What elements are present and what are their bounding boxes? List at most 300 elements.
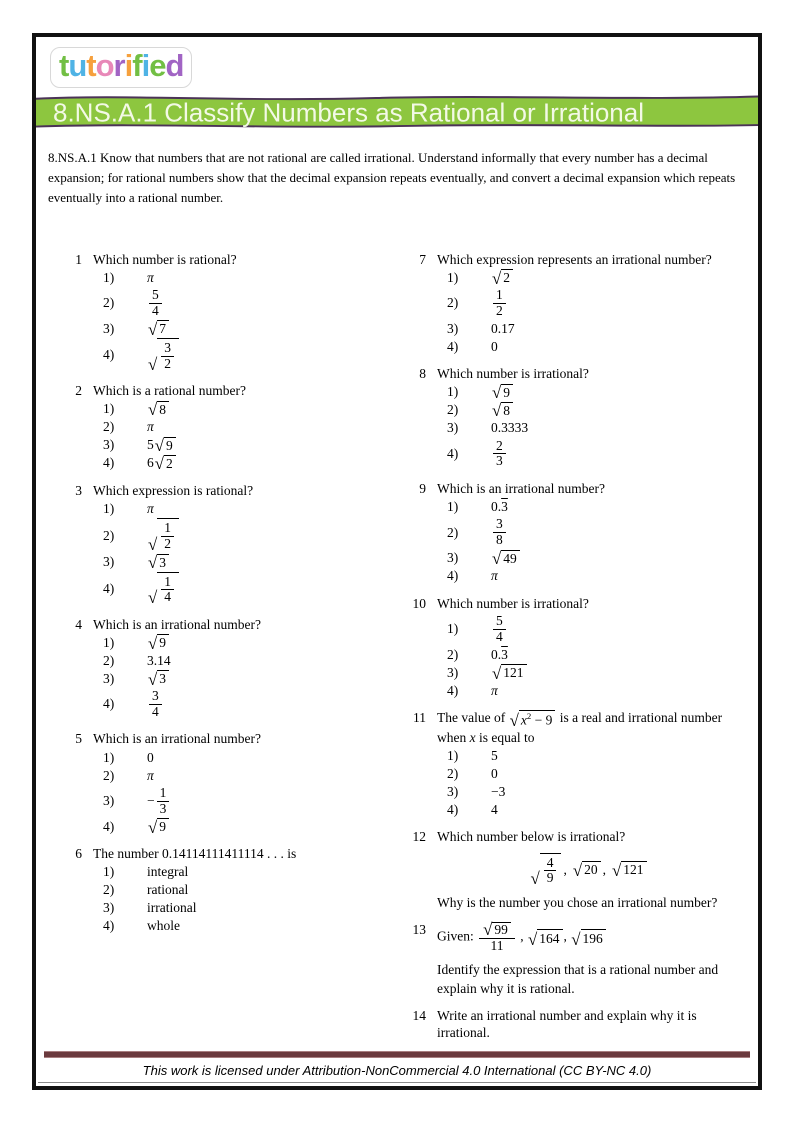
question-number: 14 bbox=[412, 1007, 426, 1023]
question-options bbox=[103, 401, 404, 472]
question-head bbox=[60, 382, 404, 400]
option-row bbox=[447, 646, 750, 663]
option-label: 3) bbox=[103, 437, 115, 453]
radical-icon: √ bbox=[148, 553, 158, 573]
radical-icon: √ bbox=[572, 860, 583, 880]
option-label: 2) bbox=[103, 767, 115, 783]
math-italic: π bbox=[147, 767, 154, 783]
question-options bbox=[103, 749, 404, 835]
question-head bbox=[404, 709, 750, 746]
option-content bbox=[491, 287, 508, 319]
option-content: 0.17 bbox=[491, 320, 515, 336]
question-number: 6 bbox=[75, 846, 82, 862]
radical-icon: √ bbox=[528, 929, 538, 949]
option-label: 2) bbox=[447, 524, 459, 540]
option-row bbox=[447, 682, 750, 699]
tutorified-logo bbox=[50, 47, 192, 88]
option-label: 3) bbox=[103, 554, 115, 570]
option-content bbox=[147, 419, 154, 435]
question-text: Which number below is irrational? bbox=[437, 829, 626, 845]
fraction bbox=[149, 689, 162, 719]
option-row bbox=[447, 420, 750, 437]
question-text: Which expression represents an irrational number? bbox=[437, 251, 712, 267]
radicand: 9 bbox=[501, 384, 513, 401]
question bbox=[60, 730, 404, 836]
fraction-denominator: 4 bbox=[152, 302, 159, 318]
sqrt-expression bbox=[492, 384, 513, 401]
radicand bbox=[157, 572, 179, 606]
question-options bbox=[447, 384, 750, 470]
option-row bbox=[103, 749, 404, 766]
option-row bbox=[103, 864, 404, 881]
option-content bbox=[147, 818, 170, 835]
question-head bbox=[60, 730, 404, 748]
logo-letter: f bbox=[132, 48, 142, 83]
question-number: 4 bbox=[75, 616, 82, 632]
option-label: 1) bbox=[103, 401, 115, 417]
option-content: 0 bbox=[491, 765, 498, 781]
option-label: 4) bbox=[103, 818, 115, 834]
option-label: 4) bbox=[447, 801, 459, 817]
question-number: 7 bbox=[419, 251, 426, 267]
option-content bbox=[491, 613, 508, 645]
footer bbox=[36, 1051, 758, 1086]
option-label: 2) bbox=[103, 527, 115, 543]
fraction bbox=[493, 439, 506, 469]
option-label: 1) bbox=[447, 498, 459, 514]
fraction bbox=[544, 856, 557, 886]
fraction-denominator: 8 bbox=[496, 532, 503, 548]
option-content: 5 bbox=[491, 747, 498, 763]
option-content bbox=[491, 664, 528, 681]
option-row bbox=[103, 652, 404, 669]
fraction-denominator: 4 bbox=[496, 628, 503, 644]
option-row bbox=[103, 455, 404, 472]
sqrt-expression bbox=[155, 437, 176, 454]
option-content: 4 bbox=[491, 801, 498, 817]
question-text: Which is an irrational number? bbox=[93, 616, 261, 632]
option-row bbox=[447, 402, 750, 419]
question-options bbox=[447, 498, 750, 584]
question bbox=[404, 365, 750, 471]
option-content: 0 bbox=[147, 749, 154, 765]
option-content bbox=[147, 320, 170, 337]
option-label: 2) bbox=[103, 882, 115, 898]
fraction-numerator: 1 bbox=[161, 575, 174, 591]
option-row bbox=[103, 767, 404, 784]
option-row bbox=[447, 287, 750, 319]
radicand: 196 bbox=[581, 929, 606, 948]
option-content: 0. 3 bbox=[491, 646, 508, 662]
question-text: Which expression is rational? bbox=[93, 482, 254, 498]
question bbox=[60, 251, 404, 374]
radicand: 49 bbox=[501, 550, 520, 567]
option-row bbox=[103, 688, 404, 720]
radical-icon: √ bbox=[571, 929, 581, 949]
fraction-denominator: 4 bbox=[152, 703, 159, 719]
footer-rule bbox=[38, 1082, 756, 1083]
question-head bbox=[404, 595, 750, 613]
option-content: 6 √ 2 bbox=[147, 455, 177, 472]
fraction-denominator: 11 bbox=[490, 937, 504, 953]
fraction bbox=[157, 786, 170, 816]
radicand: 2 bbox=[501, 269, 513, 286]
option-label: 1) bbox=[103, 500, 115, 516]
question bbox=[404, 709, 750, 819]
radicand: $x^2 - 9$ bbox=[519, 710, 556, 729]
option-label: 4) bbox=[103, 696, 115, 712]
option-content bbox=[491, 402, 514, 419]
question-text: Which number is irrational? bbox=[437, 595, 589, 611]
option-row bbox=[447, 801, 750, 818]
option-content bbox=[491, 516, 508, 548]
sqrt-expression bbox=[148, 818, 169, 835]
option-label: 2) bbox=[447, 646, 459, 662]
radical-icon: √ bbox=[154, 454, 165, 474]
option-label: 1) bbox=[447, 747, 459, 763]
centered-expression: √ $\frac{4}{9}$ , √ 20 , √ 121 bbox=[447, 853, 726, 887]
radicand: 2 bbox=[164, 455, 176, 472]
option-label: 2) bbox=[447, 295, 459, 311]
radical-icon: √ bbox=[509, 711, 519, 731]
option-content bbox=[147, 634, 170, 651]
fraction bbox=[161, 521, 174, 551]
fraction bbox=[149, 288, 162, 318]
question bbox=[60, 616, 404, 722]
questions-column-left bbox=[60, 251, 404, 1052]
option-label: 2) bbox=[447, 765, 459, 781]
radical-icon: √ bbox=[148, 535, 158, 555]
logo-letter: d bbox=[165, 48, 184, 83]
option-label: 2) bbox=[103, 295, 115, 311]
option-content bbox=[491, 568, 498, 584]
fraction-numerator: 3 bbox=[149, 689, 162, 705]
fraction bbox=[161, 575, 174, 605]
radicand: 9 bbox=[157, 818, 169, 835]
radicand: 9 bbox=[157, 634, 169, 651]
option-row bbox=[447, 516, 750, 548]
option-label: 3) bbox=[447, 550, 459, 566]
question-options bbox=[447, 269, 750, 355]
sqrt-expression bbox=[483, 922, 511, 938]
option-row bbox=[103, 287, 404, 319]
sqrt-expression bbox=[530, 853, 561, 887]
fraction bbox=[493, 517, 506, 547]
fraction-numerator: 3 bbox=[161, 341, 174, 357]
question-number: 8 bbox=[419, 366, 426, 382]
fraction-numerator: 5 bbox=[493, 614, 506, 630]
radicand bbox=[157, 518, 179, 552]
radicand: 164 bbox=[537, 929, 562, 948]
option-label: 1) bbox=[103, 634, 115, 650]
option-row bbox=[447, 568, 750, 585]
logo-letter: u bbox=[68, 48, 87, 83]
option-label: 1) bbox=[447, 384, 459, 400]
question-followup: Identify the expression that is a rational number and explain why it is rational. bbox=[437, 962, 719, 996]
option-label: 3) bbox=[103, 793, 115, 809]
question-number: 1 bbox=[75, 251, 82, 267]
option-row bbox=[103, 572, 404, 606]
logo-row bbox=[36, 37, 758, 90]
option-label: 4) bbox=[447, 682, 459, 698]
question-head bbox=[404, 921, 750, 954]
option-content: integral bbox=[147, 864, 189, 880]
option-row bbox=[103, 900, 404, 917]
question-text: Given: √ 99 11 , √ 164 , √ 196 bbox=[437, 921, 750, 954]
question bbox=[404, 251, 750, 357]
option-label: 2) bbox=[103, 419, 115, 435]
option-row bbox=[103, 554, 404, 571]
sqrt-expression bbox=[492, 402, 513, 419]
option-row bbox=[447, 664, 750, 681]
logo-letter: r bbox=[113, 48, 125, 83]
option-content: 0 bbox=[491, 338, 498, 354]
math-italic: x bbox=[469, 729, 476, 745]
option-row bbox=[103, 338, 404, 372]
math-italic: π bbox=[491, 568, 498, 584]
logo-letter: t bbox=[86, 48, 96, 83]
radicand bbox=[157, 338, 179, 372]
questions-column-right bbox=[404, 251, 750, 1052]
radical-icon: √ bbox=[148, 400, 158, 420]
questions-area bbox=[36, 209, 758, 1052]
question-number: 13 bbox=[412, 922, 426, 938]
fraction-denominator: 3 bbox=[496, 453, 503, 469]
radical-icon: √ bbox=[148, 669, 158, 689]
question-number: 12 bbox=[412, 829, 426, 845]
sqrt-expression bbox=[528, 929, 563, 948]
title-banner bbox=[36, 92, 758, 131]
fraction-denominator: 3 bbox=[159, 800, 167, 816]
option-content: − $\frac{1}{3}$ bbox=[147, 785, 171, 817]
license-text: This work is licensed under Attribution-NonCommercial 4.0 International (CC BY-NC 4.0) bbox=[142, 1063, 652, 1078]
radical-icon: √ bbox=[154, 436, 165, 456]
option-row bbox=[103, 918, 404, 935]
option-label: 3) bbox=[103, 900, 115, 916]
option-label: 3) bbox=[447, 664, 459, 680]
option-row bbox=[103, 882, 404, 899]
question-head bbox=[404, 828, 750, 846]
radical-icon: √ bbox=[530, 869, 540, 889]
question bbox=[404, 480, 750, 586]
option-label: 3) bbox=[447, 320, 459, 336]
question-number: 11 bbox=[413, 710, 426, 726]
option-row bbox=[447, 498, 750, 515]
question-head bbox=[60, 845, 404, 863]
fraction-denominator: 2 bbox=[164, 536, 172, 552]
option-row bbox=[447, 338, 750, 355]
question-head bbox=[404, 1007, 750, 1042]
sqrt-expression bbox=[510, 710, 556, 729]
radicand: 3 bbox=[157, 670, 169, 687]
radicand: 3 bbox=[157, 554, 169, 571]
option-content bbox=[147, 287, 164, 319]
fraction-numerator: 5 bbox=[149, 288, 162, 304]
question bbox=[404, 1007, 750, 1042]
radical-icon: √ bbox=[148, 354, 158, 374]
fraction-denominator: 2 bbox=[164, 355, 172, 371]
fraction bbox=[493, 614, 506, 644]
question-number: 5 bbox=[75, 731, 82, 747]
radicand: 99 bbox=[492, 922, 511, 938]
radical-icon: √ bbox=[148, 817, 158, 837]
option-content bbox=[147, 270, 154, 286]
math-italic: x bbox=[520, 712, 527, 728]
option-content: irrational bbox=[147, 900, 197, 916]
question-head bbox=[404, 251, 750, 269]
radical-icon: √ bbox=[492, 663, 502, 683]
option-label: 1) bbox=[103, 269, 115, 285]
repeating-decimal-overline: 3 bbox=[501, 498, 508, 514]
option-content bbox=[147, 688, 164, 720]
radicand: 121 bbox=[501, 664, 526, 681]
question-followup: Why is the number you chose an irrational number? bbox=[437, 894, 718, 910]
sqrt-expression bbox=[148, 338, 179, 372]
fraction-numerator: 4 bbox=[544, 856, 557, 872]
fraction bbox=[493, 288, 506, 318]
question bbox=[60, 845, 404, 936]
radical-icon: √ bbox=[148, 588, 158, 608]
question-options bbox=[103, 269, 404, 372]
logo-letter: i bbox=[141, 48, 150, 83]
question-text: Which is an irrational number? bbox=[93, 731, 261, 747]
radicand: 7 bbox=[157, 320, 169, 337]
sqrt-expression bbox=[492, 550, 520, 567]
option-row bbox=[103, 518, 404, 555]
option-row bbox=[447, 550, 750, 567]
radical-icon: √ bbox=[148, 633, 158, 653]
question-text: The number 0.14114111411114 . . . is bbox=[93, 846, 297, 862]
option-label: 4) bbox=[103, 347, 115, 363]
standard-description: 8.NS.A.1 Know that numbers that are not rational are called irrational. Understand informally that every number has a decimal expansion; for rational numbers show that the decimal expansion repeats eventually, and convert a decimal expansion which repeats eventually into a rational number. bbox=[48, 150, 736, 206]
radical-icon: √ bbox=[492, 401, 502, 421]
option-row bbox=[447, 438, 750, 470]
fraction-denominator: 9 bbox=[546, 870, 554, 886]
option-row bbox=[447, 783, 750, 800]
sqrt-expression bbox=[492, 269, 513, 286]
option-content: 0. 3 bbox=[491, 498, 508, 514]
option-row bbox=[103, 419, 404, 436]
question-options bbox=[103, 864, 404, 935]
option-label: 1) bbox=[447, 269, 459, 285]
option-row bbox=[103, 269, 404, 286]
logo-letter: e bbox=[149, 48, 166, 83]
math-italic: π bbox=[147, 419, 154, 435]
fraction-numerator: 1 bbox=[493, 288, 506, 304]
sqrt-expression bbox=[155, 455, 176, 472]
math-italic: π bbox=[491, 682, 498, 698]
option-content bbox=[147, 501, 154, 517]
fraction-denominator: 2 bbox=[496, 302, 503, 318]
sqrt-expression bbox=[148, 518, 179, 555]
sqrt-expression bbox=[148, 670, 169, 687]
option-row bbox=[447, 384, 750, 401]
radical-icon: √ bbox=[492, 549, 502, 569]
question bbox=[404, 828, 750, 912]
sqrt-expression bbox=[148, 572, 179, 606]
sqrt-expression bbox=[573, 861, 601, 878]
option-label: 3) bbox=[447, 783, 459, 799]
option-label: 1) bbox=[447, 621, 459, 637]
question-number: 9 bbox=[419, 480, 426, 496]
question bbox=[404, 595, 750, 701]
question-text: Which is an irrational number? bbox=[437, 480, 605, 496]
question-text: Which is a rational number? bbox=[93, 383, 246, 399]
option-content: −3 bbox=[491, 783, 506, 799]
option-label: 4) bbox=[103, 580, 115, 596]
option-row bbox=[103, 320, 404, 337]
option-content: 0.3333 bbox=[491, 420, 529, 436]
logo-letter: t bbox=[59, 48, 69, 83]
question-options bbox=[103, 500, 404, 608]
option-label: 3) bbox=[447, 420, 459, 436]
sqrt-expression bbox=[148, 401, 169, 418]
sqrt-expression bbox=[148, 320, 169, 337]
option-label: 4) bbox=[447, 445, 459, 461]
option-row bbox=[447, 765, 750, 782]
question bbox=[60, 482, 404, 607]
option-row bbox=[103, 670, 404, 687]
logo-letter: i bbox=[124, 48, 133, 83]
fraction-numerator: 1 bbox=[157, 786, 170, 802]
radical-icon: √ bbox=[612, 860, 622, 880]
option-content bbox=[491, 269, 514, 286]
radicand: 20 bbox=[582, 861, 601, 878]
option-content bbox=[147, 401, 170, 418]
sqrt-expression bbox=[148, 634, 169, 651]
option-content bbox=[147, 518, 180, 555]
option-label: 3) bbox=[103, 320, 115, 336]
question-text: Which number is irrational? bbox=[437, 366, 589, 382]
question bbox=[60, 382, 404, 473]
option-row bbox=[103, 500, 404, 517]
sqrt-expression bbox=[492, 664, 527, 681]
question-head bbox=[404, 480, 750, 498]
sqrt-expression bbox=[612, 861, 647, 878]
question-number: 2 bbox=[75, 383, 82, 399]
option-label: 4) bbox=[447, 338, 459, 354]
radical-icon: √ bbox=[492, 268, 502, 288]
question-text: Write an irrational number and explain why it is irrational. bbox=[437, 1007, 697, 1041]
radicand: 8 bbox=[501, 402, 513, 419]
option-label: 1) bbox=[103, 864, 115, 880]
option-row bbox=[103, 634, 404, 651]
option-row bbox=[103, 818, 404, 835]
option-row bbox=[103, 785, 404, 817]
sqrt-expression bbox=[571, 929, 606, 948]
footer-divider-bar bbox=[44, 1051, 750, 1058]
question-options bbox=[447, 747, 750, 818]
radicand: 9 bbox=[164, 437, 176, 454]
option-content bbox=[491, 384, 514, 401]
radicand bbox=[540, 853, 562, 887]
question-head bbox=[60, 251, 404, 269]
option-row bbox=[447, 613, 750, 645]
option-content bbox=[491, 438, 508, 470]
sqrt-expression bbox=[148, 554, 169, 571]
option-content: whole bbox=[147, 918, 180, 934]
radical-icon: √ bbox=[483, 920, 493, 940]
worksheet-title: 8.NS.A.1 Classify Numbers as Rational or Irrational bbox=[53, 97, 645, 128]
option-content bbox=[147, 768, 154, 784]
option-content bbox=[491, 550, 521, 567]
radical-icon: √ bbox=[492, 383, 502, 403]
fraction-numerator bbox=[479, 922, 515, 939]
option-row bbox=[103, 437, 404, 454]
option-label: 2) bbox=[103, 652, 115, 668]
option-row bbox=[447, 320, 750, 337]
option-content: 5 √ 9 bbox=[147, 437, 177, 454]
